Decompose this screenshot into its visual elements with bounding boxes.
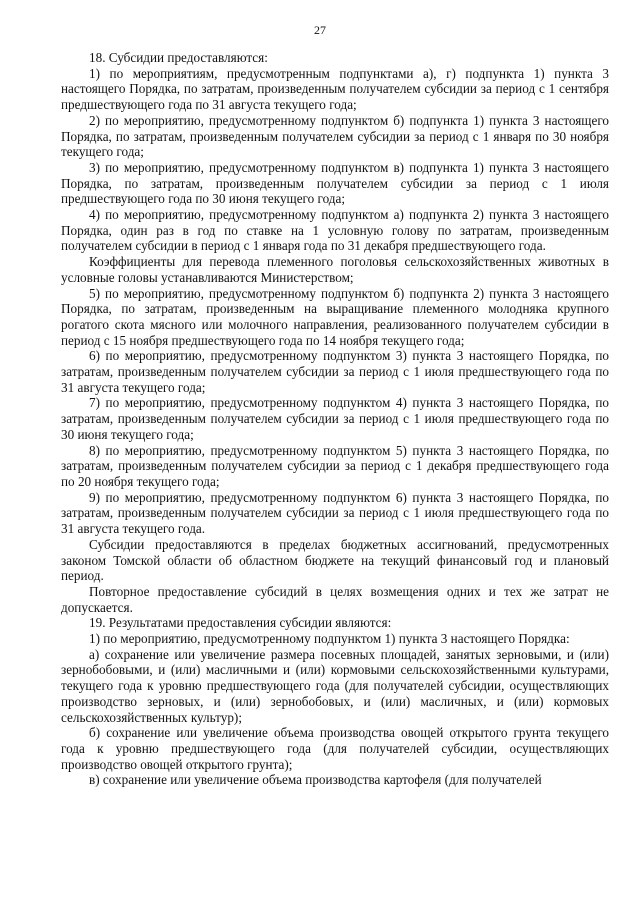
paragraph-18-item-1: 1) по мероприятиям, предусмотренным подпунктами а), г) подпункта 1) пункта 3 настоящего Порядка, по затратам, произведенным получателем субсидии за период с 1 сентября предшествующего года по 31 августа текущего года; xyxy=(61,65,609,113)
paragraph-coefficients: Коэффициенты для перевода племенного поголовья сельскохозяйственных животных в условные головы устанавливаются Министерством; xyxy=(61,254,609,285)
document-body xyxy=(61,50,609,788)
paragraph-19-item-1-b: б) сохранение или увеличение объема производства овощей открытого грунта текущего года к уровню предшествующего года (для получателей субсидии, осуществляющих производство овощей открытого грунта); xyxy=(61,725,609,772)
paragraph-18-item-4: 4) по мероприятию, предусмотренному подпунктом а) подпункта 2) пункта 3 настоящего Порядка, один раз в год по ставке на 1 условную голову по затратам, произведенным получателем субсидии в период с 1 января года по 31 декабря предшествующего года. xyxy=(61,207,609,254)
paragraph-19-item-1-a: а) сохранение или увеличение размера посевных площадей, занятых зерновыми, и (или) зернобобовыми, и (или) масличными и (или) кормовыми сельскохозяйственными культурами, текущего года к уровню предшествующего года (для получателей субсидии, осуществляющих производство зерновых, и (или) зернобобовых, и (или) масличных, и (или) кормовых сельскохозяйственных культур); xyxy=(61,646,609,725)
paragraph-19-item-1: 1) по мероприятию, предусмотренному подпунктом 1) пункта 3 настоящего Порядка: xyxy=(89,631,570,647)
paragraph-19-item-1-v: в) сохранение или увеличение объема производства картофеля (для получателей xyxy=(89,772,542,788)
paragraph-18-item-7: 7) по мероприятию, предусмотренному подпунктом 4) пункта 3 настоящего Порядка, по затратам, произведенным получателем субсидии за период с 1 июля предшествующего года по 30 июня текущего года; xyxy=(61,395,609,442)
paragraph-18-heading: 18. Субсидии предоставляются: xyxy=(89,50,268,65)
paragraph-budget-limits: Субсидии предоставляются в пределах бюджетных ассигнований, предусмотренных законом Томской области об областном бюджете на текущий финансовый год и плановый период. xyxy=(61,536,609,584)
paragraph-18-item-6: 6) по мероприятию, предусмотренному подпунктом 3) пункта 3 настоящего Порядка, по затратам, произведенным получателем субсидии за период с 1 июля предшествующего года по 31 августа текущего года; xyxy=(61,348,609,395)
paragraph-no-repeat: Повторное предоставление субсидий в целях возмещения одних и тех же затрат не допускается. xyxy=(61,583,609,615)
paragraph-18-item-2: 2) по мероприятию, предусмотренному подпунктом б) подпункта 1) пункта 3 настоящего Порядка, по затратам, произведенным получателем субсидии за период с 1 января по 30 ноября текущего года; xyxy=(61,112,609,160)
paragraph-19-heading: 19. Результатами предоставления субсидии являются: xyxy=(89,615,392,631)
paragraph-18-item-3: 3) по мероприятию, предусмотренному подпунктом в) подпункта 1) пункта 3 настоящего Порядка, по затратам, произведенным получателем субсидии за период с 1 июля предшествующего года по 30 июня текущего года; xyxy=(61,159,609,207)
page-number: 27 xyxy=(314,23,326,37)
paragraph-18-item-5: 5) по мероприятию, предусмотренному подпунктом б) подпункта 2) пункта 3 настоящего Порядка, по затратам, произведенным на выращивание племенного молодняка крупного рогатого скота мясного или молочного направления, реализованного получателем субсидии в период с 15 ноября предшествующего года по 14 ноября текущего года; xyxy=(61,285,609,348)
paragraph-18-item-8: 8) по мероприятию, предусмотренному подпунктом 5) пункта 3 настоящего Порядка, по затратам, произведенным получателем субсидии за период с 1 декабря предшествующего года по 20 ноября текущего года; xyxy=(61,442,609,489)
paragraph-18-item-9: 9) по мероприятию, предусмотренному подпунктом 6) пункта 3 настоящего Порядка, по затратам, произведенным получателем субсидии за период с 1 июля предшествующего года по 31 августа текущего года. xyxy=(61,489,609,537)
